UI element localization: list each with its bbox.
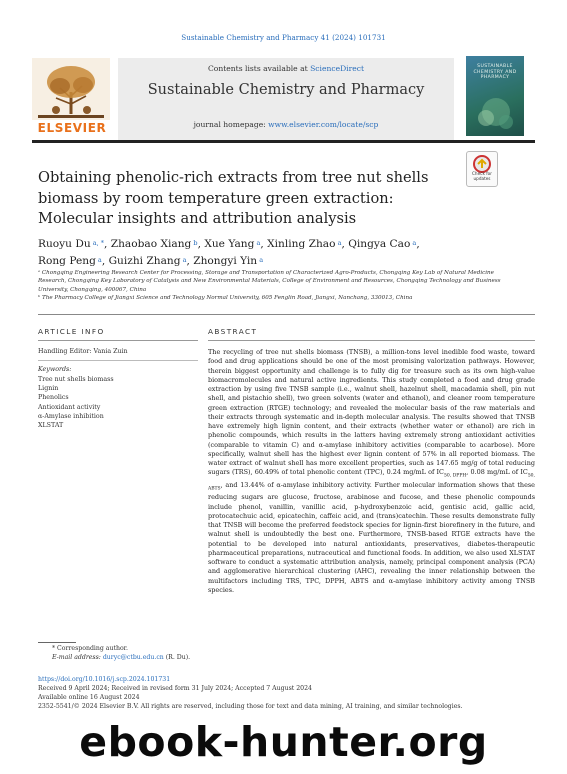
keyword-item: α-Amylase inhibition bbox=[38, 412, 104, 420]
watermark-text: ebook-hunter.org bbox=[79, 718, 488, 766]
journal-name: Sustainable Chemistry and Pharmacy bbox=[147, 82, 425, 98]
keyword-item: XLSTAT bbox=[38, 422, 64, 430]
email-suffix: (R. Du). bbox=[163, 654, 191, 661]
update-badge-label: Check for updates bbox=[472, 171, 492, 181]
keywords-divider bbox=[38, 360, 198, 361]
keyword-item: Phenolics bbox=[38, 394, 69, 402]
author-name[interactable]: Zhongyi Yin bbox=[193, 254, 258, 267]
author-name[interactable]: Xue Yang bbox=[204, 238, 255, 250]
doi-link[interactable]: https://doi.org/10.1016/j.scp.2024.101731 bbox=[38, 676, 171, 683]
available-online-date: Available online 16 August 2024 bbox=[38, 694, 140, 701]
sciencedirect-link[interactable]: ScienceDirect bbox=[310, 64, 365, 73]
author-list bbox=[38, 236, 498, 269]
section-divider bbox=[38, 314, 535, 315]
keyword-item: Lignin bbox=[38, 385, 59, 393]
contents-available-line bbox=[118, 64, 454, 73]
journal-homepage-link[interactable]: www.elsevier.com/locate/scp bbox=[268, 120, 379, 129]
footnote-rule bbox=[38, 642, 76, 643]
author-affiliation-marker[interactable]: a bbox=[180, 255, 187, 264]
author-affiliation-marker[interactable]: a bbox=[335, 239, 342, 247]
author-affiliation-marker[interactable]: a bbox=[254, 239, 261, 247]
author-affiliation-marker[interactable]: a bbox=[257, 255, 264, 264]
abstract-heading: ABSTRACT bbox=[208, 327, 258, 336]
copyright-notice: 2352-5541/© 2024 Elsevier B.V. All rights are reserved, including those for text and data mining, AI training, and similar technologies. bbox=[38, 703, 463, 710]
email-footnote bbox=[52, 654, 190, 661]
affiliation-a: ᵃ Chongqing Engineering Research Center for Processing, Storage and Transportation of Characterized Agro-Products, Chongqing Key Lab of Natural Medicine Research, Chongqing Key Laboratory of Catalysis and New Environmental Materials, College of Environment and Resources, Chongqing Technology and Business University, Chongqing, 400067, China bbox=[38, 270, 501, 293]
article-title: Obtaining phenolic-rich extracts from tree nut shells biomass by room temperature green extraction: Molecular insights and attribution analysis bbox=[38, 169, 429, 227]
check-for-updates-button[interactable] bbox=[466, 151, 498, 187]
article-info-rule bbox=[38, 340, 198, 341]
author-name[interactable]: Guizhi Zhang bbox=[108, 254, 181, 267]
corresponding-author-note: * Corresponding author. bbox=[52, 645, 128, 652]
contents-prefix: Contents lists available at bbox=[207, 64, 311, 73]
journal-homepage-line bbox=[118, 120, 454, 129]
journal-reference-link[interactable]: Sustainable Chemistry and Pharmacy 41 (2024) 101731 bbox=[181, 33, 386, 42]
author-email-link[interactable]: duryc@ctbu.edu.cn bbox=[102, 654, 164, 661]
email-label: E-mail address: bbox=[52, 654, 103, 661]
author-separator: , bbox=[260, 238, 268, 250]
author-affiliation-marker[interactable]: a bbox=[95, 255, 102, 264]
handling-editor: Handling Editor: Vania Zuin bbox=[38, 348, 128, 355]
author-name[interactable]: Zhaobao Xiang bbox=[110, 238, 192, 250]
affiliation-b: ᵇ The Pharmacy College of Jiangxi Science and Technology Normal University, 605 Fenglin Road, Jiangxi, Nanchang, 330013, China bbox=[38, 295, 413, 301]
homepage-prefix: journal homepage: bbox=[193, 120, 269, 129]
author-name[interactable]: Qingya Cao bbox=[348, 238, 411, 250]
author-name[interactable]: Xinling Zhao bbox=[267, 238, 336, 250]
header-rule bbox=[32, 140, 535, 143]
author-separator: , bbox=[197, 238, 205, 250]
keyword-list bbox=[38, 375, 198, 430]
author-separator: , bbox=[104, 238, 111, 250]
author-separator: , bbox=[416, 238, 420, 250]
article-info-heading: ARTICLE INFO bbox=[38, 327, 105, 336]
keywords-label: Keywords: bbox=[38, 366, 72, 373]
author-separator: , bbox=[341, 238, 349, 250]
author-name[interactable]: Rong Peng bbox=[38, 254, 96, 267]
cover-art bbox=[466, 56, 524, 136]
cover-title: SUSTAINABLE CHEMISTRY AND PHARMACY bbox=[473, 64, 517, 81]
author-name[interactable]: Ruoyu Du bbox=[38, 238, 91, 250]
keyword-item: Tree nut shells biomass bbox=[38, 376, 114, 383]
journal-cover-image[interactable] bbox=[466, 56, 524, 136]
author-affiliation-marker[interactable]: a bbox=[410, 239, 417, 247]
author-separator: , bbox=[186, 254, 194, 267]
author-separator: , bbox=[101, 254, 109, 267]
abstract-text: The recycling of tree nut shells biomass (TNSB), a million-tons level inedible food waste, toward food and drug applications should be one of the most promising valorization pathways. However, therein biggest opportunity and challenge is to fully dig for treasure such as its own high-value biomacromolecules and natural active ingredients. This study completed a food and drug grade extraction by using five TNSB sample (i.e., walnut shell, hazelnut shell, macadamia shell, pin nut shell, and pistachio shell), two green solvents (water and ethanol), and cleaner room temperature green extraction (RTGE) technology; and revealed the molecular basis of the raw materials and their extracts through systematic and in-depth molecular analysis. The results showed that TNSB have extremely high lignin content, and their extracts (whether water or ethanol) are rich in phenolic compounds, which results in the latters having extremely strong antioxidant activities (comparable to vitamin C) and α-amylase inhibitory activities (comparable to acarbose). More specifically, walnut shell has the highest ever lignin content of 57% in all reported biomass. The water extract of walnut shell has more excellent properties, such as 147.65 mg/g of total reducing sugars (TRS), 60.49% of total phenolic content (TPC), 0.24 mg/mL of $IC_{50, DPPH}$, 0.08 mg/mL of $IC_{50, ABTS}$, and 13.44% of α-amylase inhibitory activity. Further molecular information shows that these reducing sugars are glucose, fructose, arabinose and fucose, and these phenolic compounds include phenol, vanillin, vanillic acid, p-hydroxybenzoic acid, gentisic acid, gallic acid, protocatechuic acid, epicatechin, caffeic acid, and (trans)catechin. These results demonstrate fully that TNSB will become the preferred feedstock species for lignin-first biorefinery in the future, and walnut shell is undoubtedly the best one. Furthermore, TNSB-based RTGE extracts have the potential to be developed into natural antioxidants, preservatives, diabetes-therapeutic pharmaceutical preparations, nutraceutical and functional foods. In addition, we also used XLSTAT software to conduct a systematic attribution analysis, namely, principal component analysis (PCA) and agglomerative hierarchical clustering (AHC), revealing the inner relationship between the multifactors including TRS, TPC, DPPH, ABTS and α-amylase inhibitory activity among TNSB species. bbox=[208, 348, 535, 594]
elsevier-wordmark: ELSEVIER bbox=[37, 121, 107, 135]
received-dates: Received 9 April 2024; Received in revised form 31 July 2024; Accepted 7 August 2024 bbox=[38, 685, 312, 692]
abstract-rule bbox=[208, 340, 535, 341]
author-affiliation-marker[interactable]: a, * bbox=[90, 239, 104, 247]
keyword-item: Antioxidant activity bbox=[38, 403, 101, 411]
author-affiliation-marker[interactable]: b bbox=[191, 239, 198, 247]
